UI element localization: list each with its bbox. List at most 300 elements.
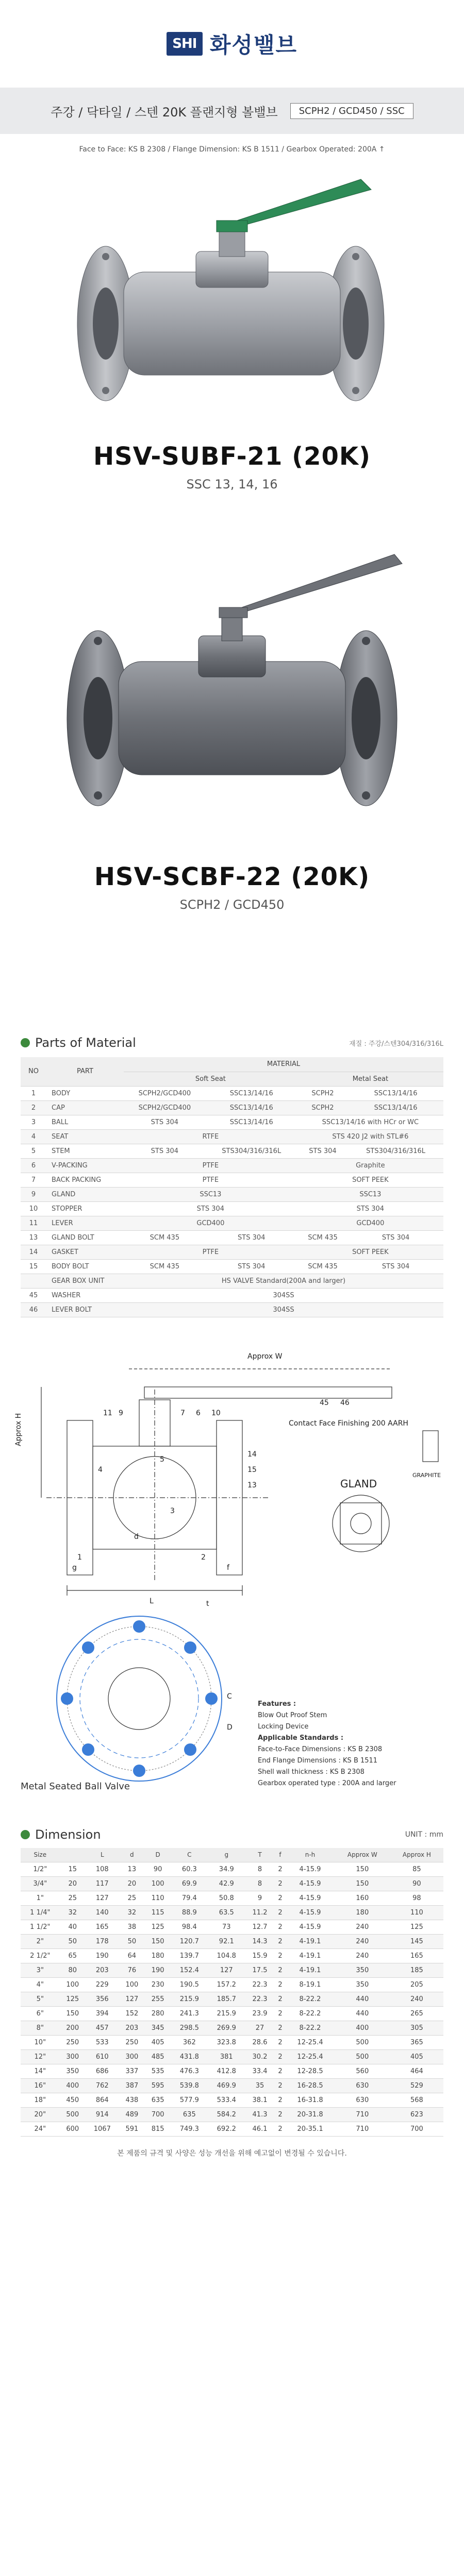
- dimension-cell: 298.5: [171, 2021, 208, 2036]
- dimension-cell: 230: [145, 1978, 171, 1992]
- dimension-row: [21, 2079, 443, 2093]
- dimension-cell: 1 1/2": [21, 1920, 60, 1935]
- dimension-cell: 762: [86, 2079, 119, 2093]
- parts-row: [21, 1100, 443, 1115]
- dimension-cell: 350: [60, 2064, 86, 2079]
- dimension-cell: 356: [86, 1992, 119, 2007]
- callout-46: 46: [340, 1398, 350, 1407]
- parts-cell: CAP: [46, 1100, 124, 1115]
- applicable-item: End Flange Dimensions : KS B 1511: [258, 1756, 378, 1765]
- spec-line: Face to Face: KS B 2308 / Flange Dimension: KS B 1511 / Gearbox Operated: 200A ↑: [79, 145, 385, 154]
- dimension-cell: 2 1/2": [21, 1949, 60, 1963]
- parts-cell: 2: [21, 1100, 46, 1115]
- dimension-cell: 400: [60, 2079, 86, 2093]
- gland-label: GLAND: [340, 1477, 377, 1490]
- dimension-cell: 165: [86, 1920, 119, 1935]
- dimension-row: [21, 2122, 443, 2137]
- dimension-cell: 2: [275, 1949, 286, 1963]
- parts-cell: BACK PACKING: [46, 1173, 124, 1187]
- parts-header-soft: Soft Seat: [124, 1072, 297, 1086]
- dimension-cell: 140: [86, 1906, 119, 1920]
- dimension-cell: 125: [60, 1992, 86, 2007]
- dimension-cell: 203: [86, 1963, 119, 1978]
- dimension-cell: 41.3: [245, 2108, 275, 2122]
- dimension-cell: 8: [245, 1862, 275, 1877]
- parts-cell: 45: [21, 1288, 46, 1302]
- dimension-cell: 2: [275, 1978, 286, 1992]
- dim-label-C: C: [227, 1692, 232, 1701]
- ball-valve-illustration-2: [0, 512, 464, 862]
- parts-row: [21, 1245, 443, 1259]
- dim-label-t: t: [206, 1599, 209, 1608]
- dimension-header-cell: n-h: [286, 1848, 335, 1862]
- parts-cell: SOFT PEEK: [297, 1173, 443, 1187]
- dimension-cell: 2: [275, 2050, 286, 2064]
- dimension-cell: 27: [245, 2021, 275, 2036]
- dimension-cell: 229: [86, 1978, 119, 1992]
- dimension-cell: 205: [390, 1978, 443, 1992]
- parts-cell: GASKET: [46, 1245, 124, 1259]
- parts-cell: [21, 1274, 46, 1288]
- dimension-cell: 145: [390, 1935, 443, 1949]
- dimension-cell: 200: [60, 2021, 86, 2036]
- dimension-cell: 90: [145, 1862, 171, 1877]
- dimension-cell: 2: [275, 2007, 286, 2021]
- parts-row: [21, 1187, 443, 1201]
- dimension-row: [21, 1978, 443, 1992]
- applicable-item: Shell wall thickness : KS B 2308: [258, 1768, 364, 1776]
- dimension-cell: 305: [390, 2021, 443, 2036]
- dimension-cell: 431.8: [171, 2050, 208, 2064]
- dimension-cell: 400: [335, 2021, 390, 2036]
- parts-cell: 46: [21, 1302, 46, 1317]
- parts-cell: STS 420 J2 with STL#6: [297, 1129, 443, 1144]
- dimension-cell: 76: [119, 1963, 145, 1978]
- dimension-cell: 98.4: [171, 1920, 208, 1935]
- dimension-cell: 4-15.9: [286, 1920, 335, 1935]
- technical-drawing-section: [0, 1338, 464, 1812]
- parts-cell: STS 304: [124, 1144, 206, 1158]
- dimension-cell: 20: [119, 1877, 145, 1891]
- dimension-cell: 469.9: [208, 2079, 245, 2093]
- dimension-row: [21, 2108, 443, 2122]
- dimension-cell: 150: [60, 2007, 86, 2021]
- valve-image-1: [0, 154, 464, 442]
- dimension-cell: 412.8: [208, 2064, 245, 2079]
- dim-label-g: g: [72, 1563, 77, 1572]
- dimension-cell: 69.9: [171, 1877, 208, 1891]
- dimension-cell: 2: [275, 2122, 286, 2137]
- dimension-cell: 241.3: [171, 2007, 208, 2021]
- parts-cell: 1: [21, 1086, 46, 1100]
- parts-cell: 7: [21, 1173, 46, 1187]
- dimension-cell: 584.2: [208, 2108, 245, 2122]
- dimension-cell: 535: [145, 2064, 171, 2079]
- dimension-cell: 2: [275, 2108, 286, 2122]
- dimension-cell: 110: [390, 1906, 443, 1920]
- dimension-cell: 255: [145, 1992, 171, 2007]
- dimension-cell: 4-19.1: [286, 1963, 335, 1978]
- parts-cell: SCM 435: [124, 1230, 206, 1245]
- feature-item: Locking Device: [258, 1722, 309, 1731]
- parts-row: [21, 1288, 443, 1302]
- parts-cell: SCPH2/GCD400: [124, 1086, 206, 1100]
- dimension-heading: [0, 1827, 464, 1842]
- dimension-cell: 8-22.2: [286, 1992, 335, 2007]
- dimension-cell: 125: [145, 1920, 171, 1935]
- drawing-caption: Metal Seated Ball Valve: [21, 1781, 130, 1792]
- parts-section: [0, 1036, 464, 1317]
- brand-logo-mark: SHI: [167, 32, 203, 56]
- parts-heading: [0, 1036, 464, 1050]
- dimension-cell: 500: [60, 2108, 86, 2122]
- dimension-cell: 533: [86, 2036, 119, 2050]
- dimension-cell: 2: [275, 1920, 286, 1935]
- brand-name: 화성밸브: [209, 32, 298, 58]
- parts-cell: SSC13/14/16 with HCr or WC: [297, 1115, 443, 1129]
- dimension-cell: 190: [86, 1949, 119, 1963]
- parts-cell: SSC13/14/16: [348, 1086, 443, 1100]
- dimension-cell: 560: [335, 2064, 390, 2079]
- dimension-cell: 749.3: [171, 2122, 208, 2137]
- parts-row: [21, 1173, 443, 1187]
- dimension-cell: 120.7: [171, 1935, 208, 1949]
- dimension-cell: 6": [21, 2007, 60, 2021]
- parts-cell: SCPH2: [297, 1086, 348, 1100]
- parts-cell: 3: [21, 1115, 46, 1129]
- dimension-cell: 40: [60, 1920, 86, 1935]
- parts-header-no: NO: [21, 1057, 46, 1086]
- dimension-row: [21, 1949, 443, 1963]
- model-sub-2: SCPH2 / GCD450: [179, 897, 285, 912]
- dimension-cell: 600: [60, 2122, 86, 2137]
- dimension-header-cell: g: [208, 1848, 245, 1862]
- dimension-cell: 280: [145, 2007, 171, 2021]
- dimension-cell: 2: [275, 2036, 286, 2050]
- dimension-cell: 50: [119, 1935, 145, 1949]
- parts-cell: SSC13/14/16: [206, 1086, 297, 1100]
- parts-header-part: PART: [46, 1057, 124, 1086]
- parts-cell: LEVER BOLT: [46, 1302, 124, 1317]
- parts-row: [21, 1115, 443, 1129]
- dimension-cell: 79.4: [171, 1891, 208, 1906]
- dimension-row: [21, 2036, 443, 2050]
- dimension-cell: 240: [335, 1920, 390, 1935]
- dimension-section: [0, 1827, 464, 2159]
- dimension-cell: 635: [145, 2093, 171, 2108]
- dimension-cell: 350: [335, 1963, 390, 1978]
- dimension-cell: 240: [335, 1949, 390, 1963]
- dimension-cell: 100: [119, 1978, 145, 1992]
- dimension-cell: 152: [119, 2007, 145, 2021]
- parts-cell: STS 304: [124, 1201, 297, 1216]
- dimension-cell: 700: [390, 2122, 443, 2137]
- dimension-cell: 15.9: [245, 1949, 275, 1963]
- parts-cell: 6: [21, 1158, 46, 1173]
- material-badge: SCPH2 / GCD450 / SSC: [290, 103, 413, 119]
- dimension-cell: 350: [335, 1978, 390, 1992]
- dimension-cell: 90: [390, 1877, 443, 1891]
- dimension-cell: 22.3: [245, 1992, 275, 2007]
- parts-row: [21, 1274, 443, 1288]
- dimension-cell: 110: [145, 1891, 171, 1906]
- dimension-cell: 8-22.2: [286, 2021, 335, 2036]
- parts-cell: STS 304: [124, 1115, 206, 1129]
- dimension-cell: 864: [86, 2093, 119, 2108]
- parts-cell: 5: [21, 1144, 46, 1158]
- title-bar: [0, 88, 464, 134]
- dimension-cell: 152.4: [171, 1963, 208, 1978]
- dimension-cell: 2: [275, 2093, 286, 2108]
- dimension-cell: 85: [390, 1862, 443, 1877]
- dimension-cell: 139.7: [171, 1949, 208, 1963]
- dimension-cell: 2: [275, 1877, 286, 1891]
- dimension-cell: 2: [275, 2021, 286, 2036]
- dimension-cell: 92.1: [208, 1935, 245, 1949]
- dimension-cell: 20: [60, 1877, 86, 1891]
- dimension-cell: 438: [119, 2093, 145, 2108]
- dimension-cell: 440: [335, 2007, 390, 2021]
- parts-title: Parts of Material: [35, 1036, 136, 1050]
- parts-cell: SEAT: [46, 1129, 124, 1144]
- parts-cell: 4: [21, 1129, 46, 1144]
- dimension-cell: 2: [275, 1992, 286, 2007]
- dimension-header-cell: f: [275, 1848, 286, 1862]
- parts-cell: PTFE: [124, 1173, 297, 1187]
- parts-cell: SSC13/14/16: [348, 1100, 443, 1115]
- dimension-cell: 457: [86, 2021, 119, 2036]
- dimension-cell: 12-25.4: [286, 2036, 335, 2050]
- dimension-header-cell: Approx W: [335, 1848, 390, 1862]
- dimension-header-cell: d: [119, 1848, 145, 1862]
- dimension-row: [21, 2093, 443, 2108]
- dimension-cell: 32: [60, 1906, 86, 1920]
- dimension-cell: 25: [60, 1891, 86, 1906]
- dimension-cell: 13: [119, 1862, 145, 1877]
- dimension-cell: 387: [119, 2079, 145, 2093]
- dimension-cell: 8-22.2: [286, 2007, 335, 2021]
- dimension-cell: 203: [119, 2021, 145, 2036]
- parts-cell: BODY BOLT: [46, 1259, 124, 1274]
- parts-cell: GLAND: [46, 1187, 124, 1201]
- dimension-cell: 25: [119, 1891, 145, 1906]
- parts-cell: STS304/316/316L: [206, 1144, 297, 1158]
- dimension-cell: 591: [119, 2122, 145, 2137]
- dim-label-L: L: [150, 1597, 154, 1605]
- dimension-cell: 50: [60, 1935, 86, 1949]
- parts-cell: SSC13: [297, 1187, 443, 1201]
- dimension-cell: 630: [335, 2093, 390, 2108]
- dimension-cell: 692.2: [208, 2122, 245, 2137]
- contact-face-note: Contact Face Finishing 200 AARH: [289, 1419, 408, 1428]
- dimension-cell: 269.9: [208, 2021, 245, 2036]
- parts-cell: STS 304: [206, 1230, 297, 1245]
- dimension-cell: 710: [335, 2122, 390, 2137]
- dimension-cell: 20-35.1: [286, 2122, 335, 2137]
- dimension-cell: 595: [145, 2079, 171, 2093]
- dimension-cell: 104.8: [208, 1949, 245, 1963]
- parts-cell: STS 304: [297, 1201, 443, 1216]
- dimension-cell: 489: [119, 2108, 145, 2122]
- dimension-cell: 2": [21, 1935, 60, 1949]
- dimension-header-cell: D: [145, 1848, 171, 1862]
- dimension-cell: 185: [390, 1963, 443, 1978]
- dimension-cell: 345: [145, 2021, 171, 2036]
- parts-cell: SCM 435: [297, 1259, 348, 1274]
- dimension-cell: 405: [390, 2050, 443, 2064]
- dimension-cell: 710: [335, 2108, 390, 2122]
- dimension-cell: 8-19.1: [286, 1978, 335, 1992]
- parts-row: [21, 1259, 443, 1274]
- dimension-cell: 117: [86, 1877, 119, 1891]
- dimension-cell: 180: [145, 1949, 171, 1963]
- parts-cell: RTFE: [124, 1129, 297, 1144]
- parts-cell: WASHER: [46, 1288, 124, 1302]
- dimension-cell: 4-15.9: [286, 1862, 335, 1877]
- dimension-cell: 18": [21, 2093, 60, 2108]
- model-name-2: HSV-SCBF-22 (20K): [94, 862, 370, 891]
- dimension-cell: 630: [335, 2079, 390, 2093]
- dimension-cell: 16": [21, 2079, 60, 2093]
- callout-11: 11: [103, 1409, 112, 1417]
- callout-15: 15: [247, 1465, 257, 1474]
- dimension-cell: 38: [119, 1920, 145, 1935]
- dimension-cell: 485: [145, 2050, 171, 2064]
- dimension-cell: 80: [60, 1963, 86, 1978]
- dimension-cell: 4-15.9: [286, 1877, 335, 1891]
- dimension-cell: 64: [119, 1949, 145, 1963]
- dimension-cell: 12.7: [245, 1920, 275, 1935]
- dimension-cell: 46.1: [245, 2122, 275, 2137]
- brand-header: [0, 0, 464, 88]
- dimension-cell: 8: [245, 1877, 275, 1891]
- dimension-cell: 1/2": [21, 1862, 60, 1877]
- parts-row: [21, 1129, 443, 1144]
- parts-cell: 11: [21, 1216, 46, 1230]
- dimension-cell: 20": [21, 2108, 60, 2122]
- dimension-cell: 500: [335, 2050, 390, 2064]
- parts-cell: Graphite: [297, 1158, 443, 1173]
- dimension-cell: 12-25.4: [286, 2050, 335, 2064]
- applicable-title: Applicable Standards :: [258, 1734, 344, 1742]
- dimension-cell: 65: [60, 1949, 86, 1963]
- parts-cell: GLAND BOLT: [46, 1230, 124, 1245]
- dimension-cell: 4-19.1: [286, 1949, 335, 1963]
- parts-note: 재질 : 주강/스텐304/316/316L: [349, 1040, 443, 1048]
- dimension-footnote: 본 제품의 규격 및 사양은 성능 개선을 위해 예고없이 변경될 수 있습니다.: [117, 2149, 347, 2158]
- dimension-cell: 440: [335, 1992, 390, 2007]
- dim-label-D: D: [227, 1723, 233, 1732]
- dimension-cell: 88.9: [171, 1906, 208, 1920]
- dimension-title: Dimension: [35, 1827, 101, 1842]
- dimension-cell: 337: [119, 2064, 145, 2079]
- dimension-row: [21, 1891, 443, 1906]
- parts-row: [21, 1144, 443, 1158]
- dimension-cell: 1067: [86, 2122, 119, 2137]
- parts-cell: SCPH2: [297, 1100, 348, 1115]
- dimension-cell: 533.4: [208, 2093, 245, 2108]
- dimension-cell: 365: [390, 2036, 443, 2050]
- dimension-cell: 8": [21, 2021, 60, 2036]
- callout-13: 13: [247, 1481, 257, 1489]
- parts-cell: GCD400: [297, 1216, 443, 1230]
- dimension-cell: 16-31.8: [286, 2093, 335, 2108]
- dimension-cell: 815: [145, 2122, 171, 2137]
- approx-w-label: Approx W: [247, 1352, 283, 1361]
- parts-cell: STEM: [46, 1144, 124, 1158]
- dimension-cell: 539.8: [171, 2079, 208, 2093]
- dimension-cell: 178: [86, 1935, 119, 1949]
- dimension-row: [21, 1920, 443, 1935]
- parts-header-material: MATERIAL: [124, 1057, 443, 1072]
- dimension-cell: 14": [21, 2064, 60, 2079]
- dimension-cell: 24": [21, 2122, 60, 2137]
- dimension-cell: 15: [60, 1862, 86, 1877]
- dim-label-d: d: [134, 1532, 139, 1541]
- parts-cell: STS304/316/316L: [348, 1144, 443, 1158]
- dimension-cell: 215.9: [171, 1992, 208, 2007]
- parts-cell: BALL: [46, 1115, 124, 1129]
- dimension-header-cell: L: [86, 1848, 119, 1862]
- applicable-item: Face-to-Face Dimensions : KS B 2308: [258, 1745, 383, 1753]
- dimension-cell: 190.5: [171, 1978, 208, 1992]
- dimension-cell: 38.1: [245, 2093, 275, 2108]
- dimension-cell: 22.3: [245, 1978, 275, 1992]
- dimension-row: [21, 2064, 443, 2079]
- dimension-cell: 108: [86, 1862, 119, 1877]
- dimension-cell: 2: [275, 1862, 286, 1877]
- callout-9: 9: [119, 1409, 123, 1417]
- dimension-cell: 2: [275, 1935, 286, 1949]
- dimension-cell: 23.9: [245, 2007, 275, 2021]
- dimension-cell: 4-15.9: [286, 1906, 335, 1920]
- callout-7: 7: [180, 1409, 185, 1417]
- parts-cell: SSC13/14/16: [206, 1115, 297, 1129]
- dimension-cell: 265: [390, 2007, 443, 2021]
- bullet-dot-icon: [21, 1038, 30, 1047]
- dimension-cell: 125: [390, 1920, 443, 1935]
- parts-cell: STS 304: [297, 1144, 348, 1158]
- dimension-row: [21, 1906, 443, 1920]
- dimension-cell: 10": [21, 2036, 60, 2050]
- dimension-cell: 50.8: [208, 1891, 245, 1906]
- parts-row: [21, 1086, 443, 1100]
- parts-header-metal: Metal Seat: [297, 1072, 443, 1086]
- dimension-header-cell: [60, 1848, 86, 1862]
- dimension-cell: 30.2: [245, 2050, 275, 2064]
- callout-4: 4: [98, 1465, 103, 1474]
- parts-table: [21, 1057, 443, 1317]
- dimension-table: [21, 1848, 443, 2137]
- dimension-cell: 300: [119, 2050, 145, 2064]
- dimension-cell: 160: [335, 1891, 390, 1906]
- model-name-1: HSV-SUBF-21 (20K): [93, 442, 371, 471]
- parts-cell: STS 304: [206, 1259, 297, 1274]
- dimension-cell: 16-28.5: [286, 2079, 335, 2093]
- dimension-cell: 5": [21, 1992, 60, 2007]
- dim-label-f: f: [227, 1563, 229, 1572]
- callout-14: 14: [247, 1450, 257, 1459]
- dimension-cell: 3/4": [21, 1877, 60, 1891]
- dimension-cell: 240: [390, 1992, 443, 2007]
- dimension-cell: 3": [21, 1963, 60, 1978]
- dimension-cell: 12-28.5: [286, 2064, 335, 2079]
- dimension-cell: 33.4: [245, 2064, 275, 2079]
- parts-cell: 9: [21, 1187, 46, 1201]
- dimension-cell: 2: [275, 1906, 286, 1920]
- parts-cell: BODY: [46, 1086, 124, 1100]
- dimension-cell: 185.7: [208, 1992, 245, 2007]
